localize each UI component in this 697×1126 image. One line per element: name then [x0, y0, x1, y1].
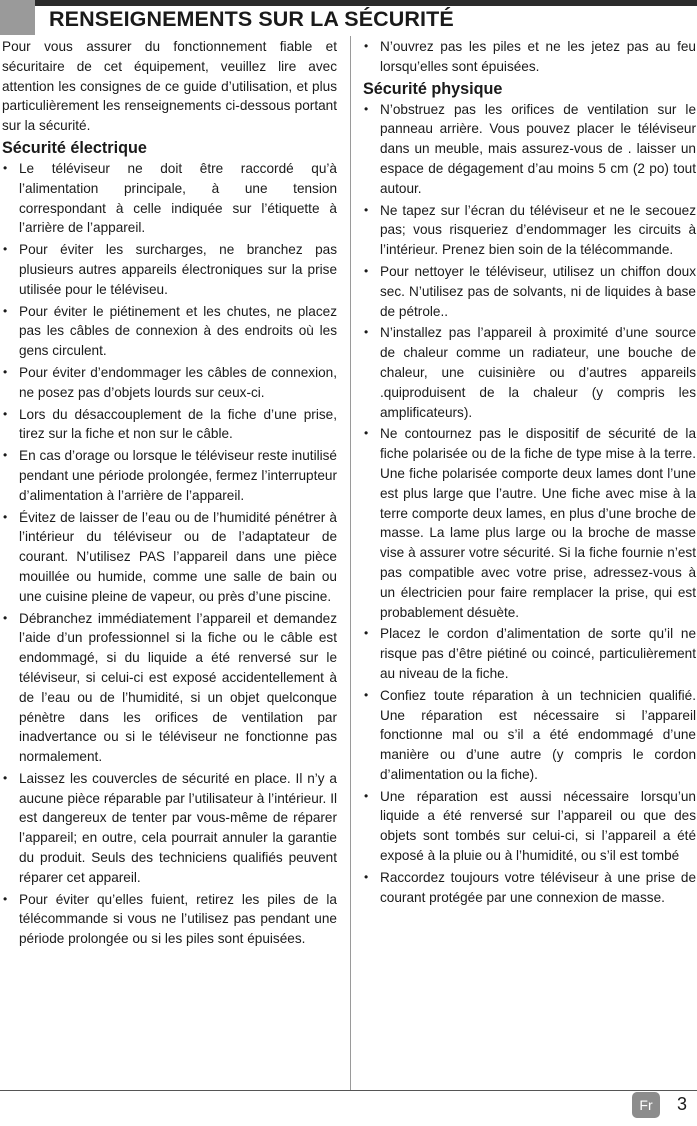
list-item: • N’obstruez pas les orifices de ventilation sur le panneau arrière. Vous pouvez placer le téléviseur dans un meuble, mais assurez-vous de . laisser un espace de dégagement d’au moins 5 cm (2 po) tout autour.	[363, 100, 696, 199]
list-item: • En cas d’orage ou lorsque le téléviseur reste inutilisé pendant une période prolongée, fermez l’interrupteur d’alimentation à l’arrière de l’appareil.	[2, 446, 337, 505]
language-badge: Fr	[632, 1092, 660, 1118]
list-item: • Débranchez immédiatement l’appareil et demandez l’aide d’un professionnel si la fiche ou le câble est endommagé, si du liquide a été renversé sur le téléviseur, si celui-ci est exposé accidentellement à de l’eau ou de l’humidité, si un objet quelconque pénètre dans les orifices de ventilation par inadvertance ou si le téléviseur ne fonctionne pas normalement.	[2, 609, 337, 767]
list-item: • Raccordez toujours votre téléviseur à une prise de courant protégée par une connexion de masse.	[363, 868, 696, 908]
header-rule	[0, 0, 697, 6]
left-column	[2, 37, 337, 951]
physical-safety-list	[363, 100, 696, 908]
electrical-safety-list	[2, 159, 337, 949]
physical-safety-heading: Sécurité physique	[363, 79, 503, 98]
list-item: • Pour éviter les surcharges, ne branchez pas plusieurs autres appareils électroniques sur la prise utilisée pour le téléviseu.	[2, 240, 337, 299]
list-item: • Confiez toute réparation à un technicien qualifié. Une réparation est nécessaire si l’appareil fonctionne mal ou s’il a été endommagé d’une manière ou d’une autre (y compris le cordon d’alimentation ou la fiche).	[363, 686, 696, 785]
list-item: • Laissez les couvercles de sécurité en place. Il n’y a aucune pièce réparable par l’utilisateur à l’intérieur. Il est dangereux de tenter par vous-même de réparer l’appareil; en outre, cela pourrait annuler la garantie du produit. Seuls des techniciens qualifiés peuvent réparer cet appareil.	[2, 769, 337, 888]
list-item: • Placez le cordon d’alimentation de sorte qu’il ne risque pas d’être piétiné ou coincé, particulièrement au niveau de la fiche.	[363, 624, 696, 683]
page-number: 3	[677, 1094, 688, 1114]
page-title: RENSEIGNEMENTS SUR LA SÉCURITÉ	[49, 7, 454, 31]
list-item: • N’installez pas l’appareil à proximité d’une source de chaleur comme un radiateur, une bouche de chaleur, une cuisinière ou d’autres appareils .quiproduisent de la chaleur (y compris les amplificateurs).	[363, 323, 696, 422]
intro-paragraph: Pour vous assurer du fonctionnement fiable et sécuritaire de cet équipement, veuillez lire avec attention les consignes de ce guide d’utilisation, et plus particulièrement les renseignements ci-dessous portant sur la sécurité.	[2, 39, 337, 134]
list-item: • Une réparation est aussi nécessaire lorsqu’un liquide a été renversé sur l’appareil ou que des objets sont tombés sur celui-ci, si l’appareil a été exposé à la pluie ou à l’humidité, ou s’il est tombé	[363, 787, 696, 866]
column-divider	[350, 36, 351, 1090]
footer-rule	[0, 1090, 697, 1091]
list-item: • Évitez de laisser de l’eau ou de l’humidité pénétrer à l’intérieur du téléviseur ou de l’adaptateur de courant. N’utilisez PAS l’appareil dans une pièce mouillée ou humide, comme une salle de bain ou une cuisine pleine de vapeur, ou près d’une piscine.	[2, 508, 337, 607]
list-item: • Pour éviter le piétinement et les chutes, ne placez pas les câbles de connexion à des endroits où les gens circulent.	[2, 302, 337, 361]
list-item: • Pour éviter d’endommager les câbles de connexion, ne posez pas d’objets lourds sur ceux-ci.	[2, 363, 337, 403]
list-item: • Lors du désaccouplement de la fiche d’une prise, tirez sur la fiche et non sur le câble.	[2, 405, 337, 445]
right-column	[363, 37, 696, 909]
list-item: • Le téléviseur ne doit être raccordé qu’à l’alimentation principale, à une tension correspondant à celle indiquée sur l’étiquette à l’arrière de l’appareil.	[2, 159, 337, 238]
header-corner-box	[0, 0, 35, 35]
electrical-safety-heading: Sécurité électrique	[2, 138, 147, 157]
list-item: • N’ouvrez pas les piles et ne les jetez pas au feu lorsqu’elles sont épuisées.	[363, 37, 696, 77]
list-item: • Pour nettoyer le téléviseur, utilisez un chiffon doux sec. N’utilisez pas de solvants, ni de liquides à base de pétrole..	[363, 262, 696, 321]
list-item: • Ne tapez sur l’écran du téléviseur et ne le secouez pas; vous risqueriez d’endommager les circuits à l’intérieur. Prenez bien soin de la télécommande.	[363, 201, 696, 260]
electrical-safety-list-continued	[363, 37, 696, 77]
list-item: • Pour éviter qu’elles fuient, retirez les piles de la télécommande si vous ne l’utilisez pas pendant une période prolongée ou si les piles sont épuisées.	[2, 890, 337, 949]
list-item: • Ne contournez pas le dispositif de sécurité de la fiche polarisée ou de la fiche de type mise à la terre. Une fiche polarisée comporte deux lames dont l’une est plus large que l’autre. Une fiche avec mise à la terre comporte deux lames, en plus d’une broche de masse. La lame plus large ou la broche de masse vise à assurer votre sécurité. Si la fiche fournie n’est pas compatible avec votre prise, adressez-vous à un électricien pour faire remplacer la prise, qui est probablement désuète.	[363, 424, 696, 622]
